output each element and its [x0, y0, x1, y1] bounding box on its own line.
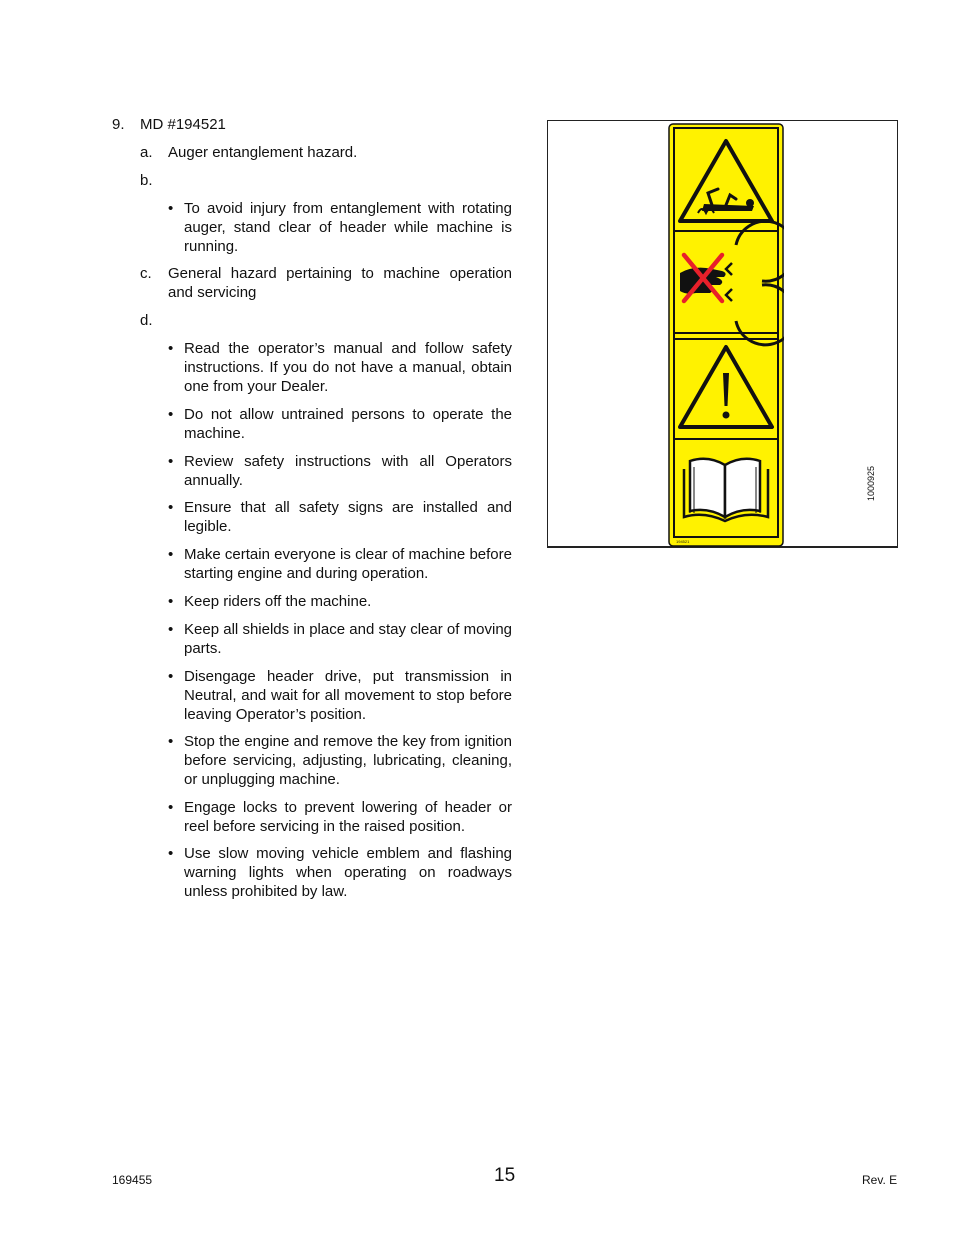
bullet-marker: • — [168, 499, 174, 516]
list-bullet-d-10: Engage locks to prevent lowering of header or reel before servicing in the raised position. — [184, 799, 512, 835]
list-bullet-d-9: Stop the engine and remove the key from ignition before servicing, adjusting, lubricating, cleaning, or unplugging machine. — [184, 733, 512, 788]
list-bullet-d-11: Use slow moving vehicle emblem and flashing warning lights when operating on roadways unless prohibited by law. — [184, 845, 512, 900]
list-bullet-d-3: Review safety instructions with all Operators annually. — [184, 453, 512, 489]
safety-decal-figure — [547, 120, 898, 548]
list-text-a: Auger entanglement hazard. — [168, 144, 358, 161]
list-text-c: General hazard pertaining to machine operation and servicing — [168, 265, 512, 301]
footer-doc-number: 169455 — [112, 1173, 153, 1187]
item-number: 9. — [112, 116, 125, 133]
bullet-marker: • — [168, 340, 174, 357]
bullet-marker: • — [168, 799, 174, 816]
decal-part-number: 194521 — [676, 539, 690, 544]
list-label-b: b. — [140, 172, 153, 189]
item-title: MD #194521 — [140, 116, 226, 133]
list-bullet-d-8: Disengage header drive, put transmission in Neutral, and wait for all movement to stop before leaving Operator’s position. — [184, 668, 512, 723]
list-label-c: c. — [140, 265, 152, 282]
safety-decal — [668, 123, 784, 547]
list-bullet-d-4: Ensure that all safety signs are installed and legible. — [184, 499, 512, 535]
list-bullet-d-6: Keep riders off the machine. — [184, 593, 372, 610]
list-bullet-d-1: Read the operator’s manual and follow safety instructions. If you do not have a manual, obtain one from your Dealer. — [184, 340, 512, 395]
list-bullet-d-2: Do not allow untrained persons to operate the machine. — [184, 406, 512, 442]
list-label-d: d. — [140, 312, 153, 329]
list-label-a: a. — [140, 144, 153, 161]
footer-revision: Rev. E — [862, 1173, 898, 1187]
bullet-marker: • — [168, 453, 174, 470]
bullet-marker: • — [168, 668, 174, 685]
bullet-marker: • — [168, 546, 174, 563]
bullet-marker: • — [168, 845, 174, 862]
footer-page-number: 15 — [494, 1165, 516, 1186]
bullet-marker: • — [168, 406, 174, 423]
bullet-marker: • — [168, 621, 174, 638]
bullet-marker: • — [168, 200, 174, 217]
list-bullet-d-5: Make certain everyone is clear of machine before starting engine and during operation. — [184, 546, 512, 582]
list-bullet-d-7: Keep all shields in place and stay clear of moving parts. — [184, 621, 512, 657]
figure-id: 1000925 — [866, 465, 876, 501]
list-bullet-b-1: To avoid injury from entanglement with rotating auger, stand clear of header while machine is running. — [184, 200, 512, 255]
bullet-marker: • — [168, 593, 174, 610]
bullet-marker: • — [168, 733, 174, 750]
